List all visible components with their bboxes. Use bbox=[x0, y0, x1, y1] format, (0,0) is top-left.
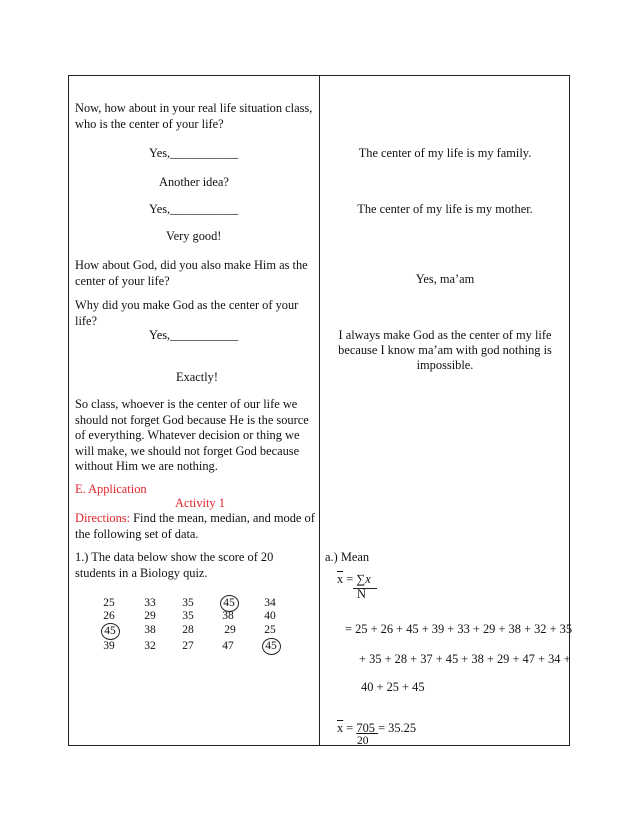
mean-symbol: $\overline{x}$ bbox=[337, 572, 344, 586]
summary-paragraph: So class, whoever is the center of our life we should not forget God because He is the source of everything. Whatever decision or thing we will make, we should not forget God because without Him we are nothing. bbox=[75, 397, 309, 473]
score-cell: 38 bbox=[144, 624, 156, 636]
mean-sum-line-2: + 35 + 28 + 37 + 45 + 38 + 29 + 47 + 34 + bbox=[359, 652, 571, 666]
score-cell: 47 bbox=[222, 640, 234, 652]
directions-paragraph bbox=[75, 511, 317, 542]
score-cell-circled bbox=[261, 638, 283, 655]
circled-score: 45 bbox=[101, 623, 120, 640]
answer-family: The center of my life is my family. bbox=[358, 146, 532, 160]
question-center-of-life: Now, how about in your real life situation class, who is the center of your life? bbox=[75, 101, 313, 131]
score-cell: 35 bbox=[182, 597, 194, 609]
result-value: = 35.25 bbox=[378, 721, 417, 735]
column-divider bbox=[319, 76, 320, 745]
denominator-n: N bbox=[357, 587, 366, 601]
score-cell: 27 bbox=[182, 640, 194, 652]
answer-god-line-3: impossible. bbox=[416, 358, 474, 372]
activity-label: Activity 1 bbox=[175, 496, 225, 510]
mean-symbol: $\overline{x}$ bbox=[337, 721, 344, 735]
lesson-table bbox=[68, 75, 573, 747]
circled-score: 45 bbox=[262, 638, 281, 655]
score-cell: 29 bbox=[224, 624, 236, 636]
score-cell: 33 bbox=[144, 597, 156, 609]
praise-very-good: Very good! bbox=[166, 229, 222, 243]
directions-label: Directions: bbox=[75, 511, 131, 525]
score-cell: 38 bbox=[222, 610, 234, 622]
score-cell-circled bbox=[100, 623, 122, 640]
equals-sign: = bbox=[343, 572, 357, 586]
result-denominator: 20 bbox=[357, 735, 369, 747]
response-blank-3: Yes,___________ bbox=[149, 328, 239, 342]
answer-yes-maam: Yes, ma’am bbox=[415, 272, 475, 286]
problem-statement: 1.) The data below show the score of 20 students in a Biology quiz. bbox=[75, 550, 274, 580]
circled-score: 45 bbox=[220, 595, 239, 612]
score-cell: 34 bbox=[264, 597, 276, 609]
equals-sign: = bbox=[343, 721, 357, 735]
answer-mother: The center of my life is my mother. bbox=[357, 202, 533, 216]
mean-formula bbox=[337, 572, 371, 588]
praise-exactly: Exactly! bbox=[176, 370, 218, 384]
score-cell: 39 bbox=[103, 640, 115, 652]
score-cell: 25 bbox=[103, 597, 115, 609]
score-cell: 40 bbox=[264, 610, 276, 622]
directions-text: Find the mean, median, and mode of the following set of data. bbox=[75, 511, 315, 541]
score-cell: 35 bbox=[182, 610, 194, 622]
score-cell: 28 bbox=[182, 624, 194, 636]
question-god-center: How about God, did you also make Him as the center of your life? bbox=[75, 258, 308, 288]
score-cell: 25 bbox=[264, 624, 276, 636]
question-why-god: Why did you make God as the center of your life? bbox=[75, 298, 299, 328]
mean-result bbox=[337, 721, 416, 737]
score-cell: 29 bbox=[144, 610, 156, 622]
section-heading-application: E. Application bbox=[75, 482, 147, 496]
prompt-another-idea: Another idea? bbox=[159, 175, 229, 189]
score-cell: 32 bbox=[144, 640, 156, 652]
mean-heading: a.) Mean bbox=[325, 550, 370, 564]
mean-sum-line-3: 40 + 25 + 45 bbox=[361, 680, 425, 694]
result-numerator: 705 bbox=[356, 721, 379, 735]
answer-god-line-1: I always make God as the center of my life bbox=[338, 328, 552, 342]
answer-god-line-2: because I know ma’am with god nothing is bbox=[338, 343, 552, 357]
response-blank-1: Yes,___________ bbox=[149, 146, 239, 160]
score-cell: 26 bbox=[103, 610, 115, 622]
response-blank-2: Yes,___________ bbox=[149, 202, 239, 216]
mean-sum-line-1: = 25 + 26 + 45 + 39 + 33 + 29 + 38 + 32 + 35 bbox=[345, 622, 573, 636]
sum-of-x: ∑x bbox=[356, 572, 371, 586]
